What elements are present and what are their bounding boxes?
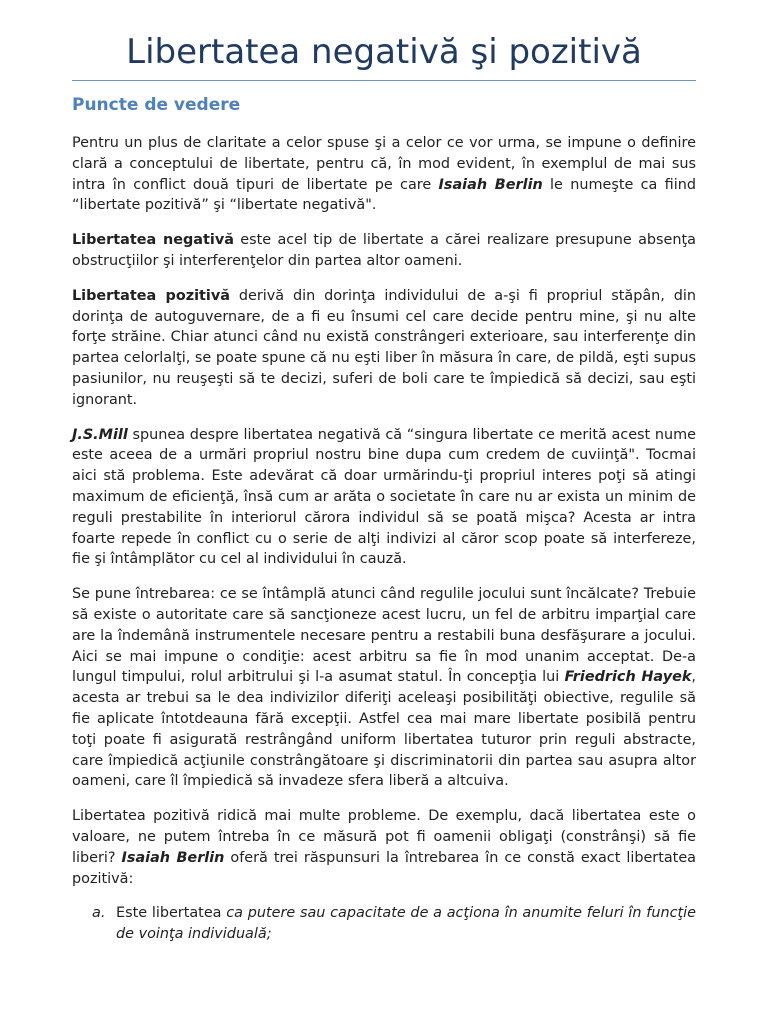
text: Este libertatea (116, 905, 227, 922)
paragraph-intro (72, 133, 696, 216)
answers-list (72, 903, 696, 945)
text: este acel tip de libertate a cărei realizare presupune absenţa obstrucţiilor şi interferenţelor din partea altor oameni. (72, 232, 696, 269)
section-heading: Puncte de vedere (72, 95, 241, 115)
text: le numeşte ca fiind “libertate pozitivă” şi “libertate negativă". (72, 176, 696, 214)
term: Libertatea pozitivă (72, 287, 230, 304)
author-name: Friedrich Hayek (564, 669, 692, 686)
text: spunea despre libertatea negativă că “singura libertate ce merită acest nume este aceea de a urmări propriul nostru bine dupa cum credem de cuviinţă". Tocmai aici stă problema. Este adevărat că doar urmărindu-ţi propriul interes poţi să atingi maximum de eficienţă, însă cum ar arăta o societate în care nu ar exista un minim de reguli prestabilite în interiorul cărora individul să se poată mişca? Acesta ar intra foarte repede în conflict cu o serie de alţi indivizi al căror scop poate să interfereze, fie şi întâmplător cu cel al individului în cauză. (72, 426, 696, 568)
author-name: J.S.Mill (72, 426, 128, 443)
text: Libertatea pozitivă ridică mai multe probleme. De exemplu, dacă libertatea este o valoare, ne putem întreba în ce măsură pot fi oamenii obligaţi (constrânşi) să fie liberi? (72, 808, 696, 866)
author-name: Isaiah Berlin (438, 176, 543, 193)
paragraph-positive-liberty (72, 286, 696, 411)
text-italic: ca putere sau capacitate de a acţiona în anumite feluri în funcţie de voinţa individuală; (116, 905, 696, 943)
paragraph-berlin-questions (72, 806, 696, 889)
document-title: Libertatea negativă şi pozitivă (72, 30, 696, 81)
text: oferă trei răspunsuri la întrebarea în ce constă exact libertatea pozitivă: (72, 849, 696, 887)
paragraph-mill (72, 425, 696, 571)
author-name: Isaiah Berlin (121, 849, 225, 866)
paragraph-negative-liberty (72, 230, 696, 272)
term: Libertatea negativă (72, 232, 234, 249)
text: derivă din dorinţa individului de a-şi fi propriul stăpân, din dorinţa de autoguvernare, de a fi eu însumi cel care decide pentru mine, şi nu alte forţe străine. Chiar atunci când nu există constrângeri exterioare, sau interferenţe din partea celorlalţi, se poate spune că nu eşti liber în măsura în care, de pildă, eşti supus pasiunilor, nu reuşeşti să te decizi, suferi de boli care te împiedică să decizi, sau eşti ignorant. (72, 287, 696, 408)
text: Se pune întrebarea: ce se întâmplă atunci când regulile jocului sunt încălcate? Trebuie să existe o autoritate care să sancţioneze acest lucru, un fel de arbitru imparţial care are la îndemână instrumentele necesare pentru a restabili buna desfăşurare a jocului. Aici se mai impune o condiţie: acest arbitru sa fie în mod unanim acceptat. De-a lungul timpului, rolul arbitrului şi l-a asumat statul. În concepţia lui (72, 586, 696, 686)
paragraph-hayek (72, 584, 696, 792)
list-item (72, 903, 696, 945)
text: , acesta ar trebui sa le dea indivizilor diferiţi aceleaşi posibilităţi obiective, regulile să fie aplicate întotdeauna fără excepţii. Astfel cea mai mare libertate posibilă pentru toţi poate fi asigurată restrângând uniform libertatea tuturor prin reguli abstracte, care împiedică acţiunile constrângătoare şi discriminatorii din partea sau asupra altor oameni, care îl împiedică să invadeze sfera liberă a altcuiva. (72, 669, 696, 790)
list-marker: a. (92, 905, 106, 922)
text: Pentru un plus de claritate a celor spuse şi a celor ce vor urma, se impune o definire clară a conceptului de libertate, pentru că, în mod evident, în exemplul de mai sus intra în conflict două tipuri de libertate pe care (72, 135, 696, 193)
